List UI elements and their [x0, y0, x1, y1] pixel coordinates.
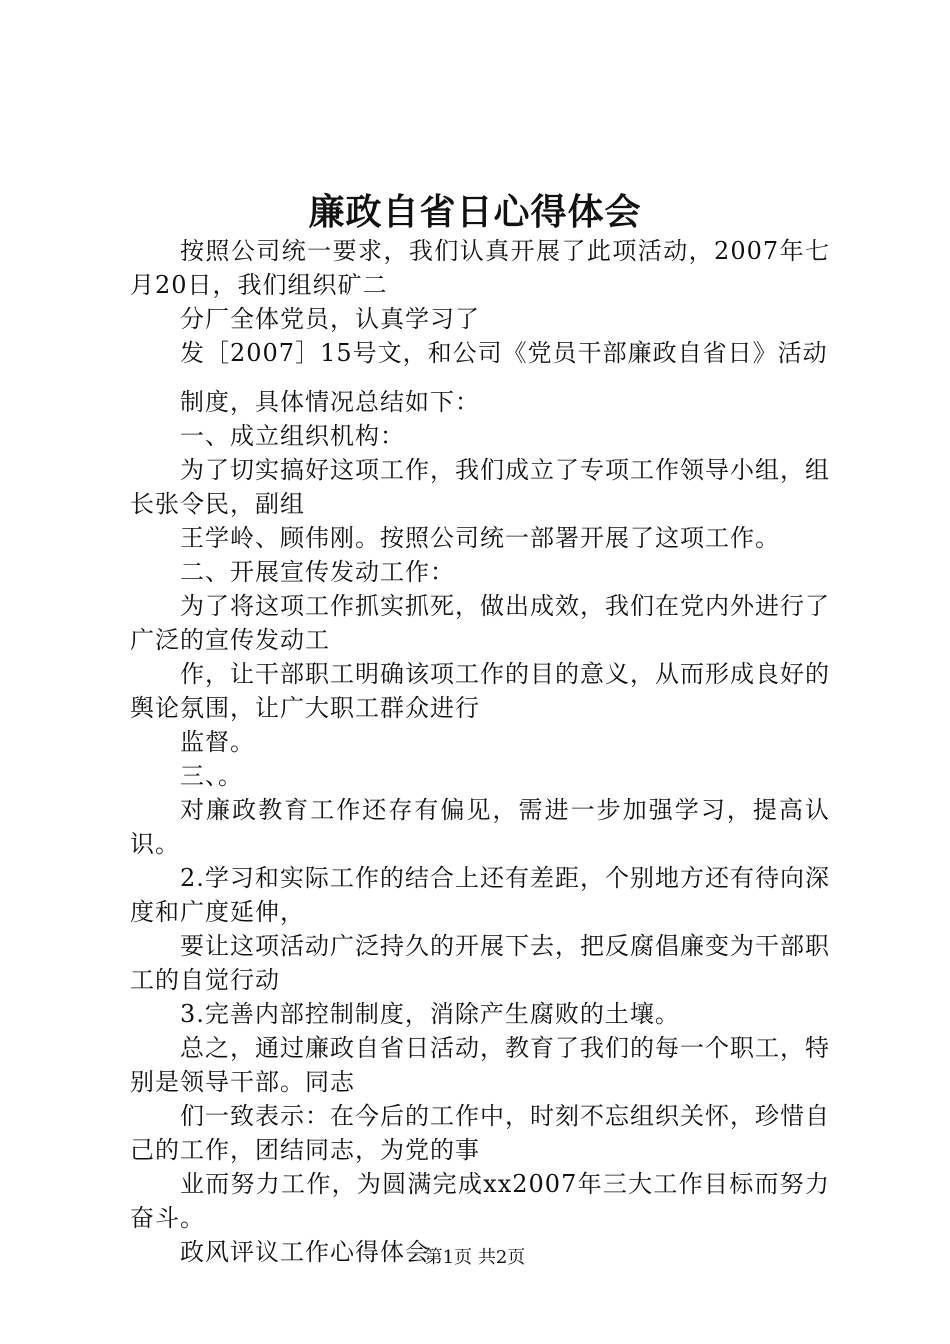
paragraph: 分厂全体党员，认真学习了 [180, 305, 480, 333]
paragraph: 2.学习和实际工作的结合上还有差距，个别地方还有待向深度和广度延伸， [130, 864, 830, 926]
paragraph: 监督。 [180, 728, 255, 756]
paragraph: 总之，通过廉政自省日活动，教育了我们的每一个职工，特别是领导干部。同志 [130, 1034, 830, 1096]
paragraph: 业而努力工作，为圆满完成xx2007年三大工作目标而努力奋斗。 [130, 1170, 830, 1232]
paragraph: 要让这项活动广泛持久的开展下去，把反腐倡廉变为干部职工的自觉行动 [130, 932, 830, 994]
paragraph: 发［2007］15号文，和公司《党员干部廉政自省日》活动 [180, 339, 828, 367]
section-heading: 一、成立组织机构： [180, 422, 405, 450]
paragraph: 3.完善内部控制制度，消除产生腐败的土壤。 [180, 1000, 680, 1028]
paragraph: 制度，具体情况总结如下： [180, 388, 480, 416]
paragraph: 政风评议工作心得体会 [180, 1238, 430, 1266]
paragraph: 对廉政教育工作还存有偏见，需进一步加强学习，提高认识。 [130, 796, 830, 858]
paragraph: 作，让干部职工明确该项工作的目的意义，从而形成良好的舆论氛围，让广大职工群众进行 [130, 660, 830, 722]
page-number-footer: 第1页 共2页 [424, 1247, 526, 1268]
paragraph: 为了将这项工作抓实抓死，做出成效，我们在党内外进行了广泛的宣传发动工 [130, 592, 830, 654]
section-heading: 二、开展宣传发动工作： [180, 558, 455, 586]
paragraph: 王学岭、顾伟刚。按照公司统一部署开展了这项工作。 [180, 524, 780, 552]
document-body [130, 234, 830, 1269]
paragraph: 们一致表示：在今后的工作中，时刻不忘组织关怀，珍惜自己的工作，团结同志，为党的事 [130, 1102, 830, 1164]
section-heading: 三、。 [180, 762, 243, 790]
document-title: 廉政自省日心得体会 [308, 191, 642, 233]
paragraph: 为了切实搞好这项工作，我们成立了专项工作领导小组，组长张令民，副组 [130, 456, 830, 518]
paragraph: 按照公司统一要求，我们认真开展了此项活动，2007年七月20日，我们组织矿二 [130, 237, 830, 299]
